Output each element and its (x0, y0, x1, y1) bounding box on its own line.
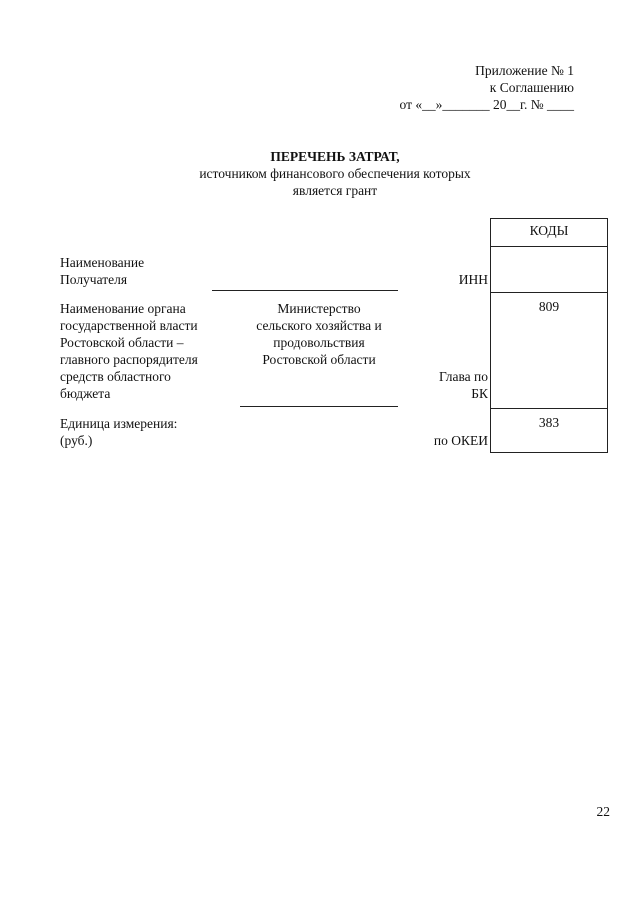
authority-value (240, 300, 398, 368)
authority-value-line-1: Министерство (277, 301, 361, 316)
authority-label-line-5: средств областного (60, 369, 171, 384)
page-number: 22 (596, 804, 610, 819)
unit-label (60, 415, 177, 449)
unit-label-line-1: Единица измерения: (60, 416, 178, 431)
title-sub-2: является грант (292, 183, 378, 198)
authority-label-line-4: главного распорядителя (60, 352, 198, 367)
document-title (150, 148, 520, 199)
authority-value-line-4: Ростовской области (262, 352, 376, 367)
okei-label: по ОКЕИ (433, 433, 488, 448)
appendix-line-1: Приложение № 1 (475, 63, 574, 78)
bk-label-line-1: Глава по (438, 369, 488, 384)
authority-label-line-1: Наименование органа (60, 301, 186, 316)
recipient-underline (212, 290, 398, 291)
codes-header: КОДЫ (529, 223, 569, 238)
title-sub-1: источником финансового обеспечения которых (199, 166, 471, 181)
authority-label (60, 300, 198, 402)
authority-label-line-3: Ростовской области – (60, 335, 184, 350)
bk-code-value: 809 (538, 299, 560, 314)
title-main: ПЕРЕЧЕНЬ ЗАТРАТ, (270, 149, 400, 164)
appendix-line-2: к Соглашению (489, 80, 574, 95)
codes-divider-1 (491, 246, 607, 247)
bk-label-line-2: БК (471, 386, 488, 401)
codes-divider-2 (491, 292, 607, 293)
recipient-label-line-2: Получателя (60, 272, 128, 287)
inn-label: ИНН (458, 272, 488, 287)
authority-label-line-6: бюджета (60, 386, 111, 401)
codes-box (490, 218, 608, 453)
appendix-header (400, 62, 575, 113)
authority-underline (240, 406, 398, 407)
codes-divider-3 (491, 408, 607, 409)
unit-label-line-2: (руб.) (60, 433, 93, 448)
recipient-label (60, 254, 144, 288)
appendix-line-3: от «__»_______ 20__г. № ____ (399, 97, 574, 112)
bk-label (420, 368, 488, 402)
okei-code-value: 383 (538, 415, 560, 430)
authority-label-line-2: государственной власти (60, 318, 198, 333)
recipient-label-line-1: Наименование (60, 255, 145, 270)
authority-value-line-3: продовольствия (273, 335, 365, 350)
authority-value-line-2: сельского хозяйства и (256, 318, 382, 333)
